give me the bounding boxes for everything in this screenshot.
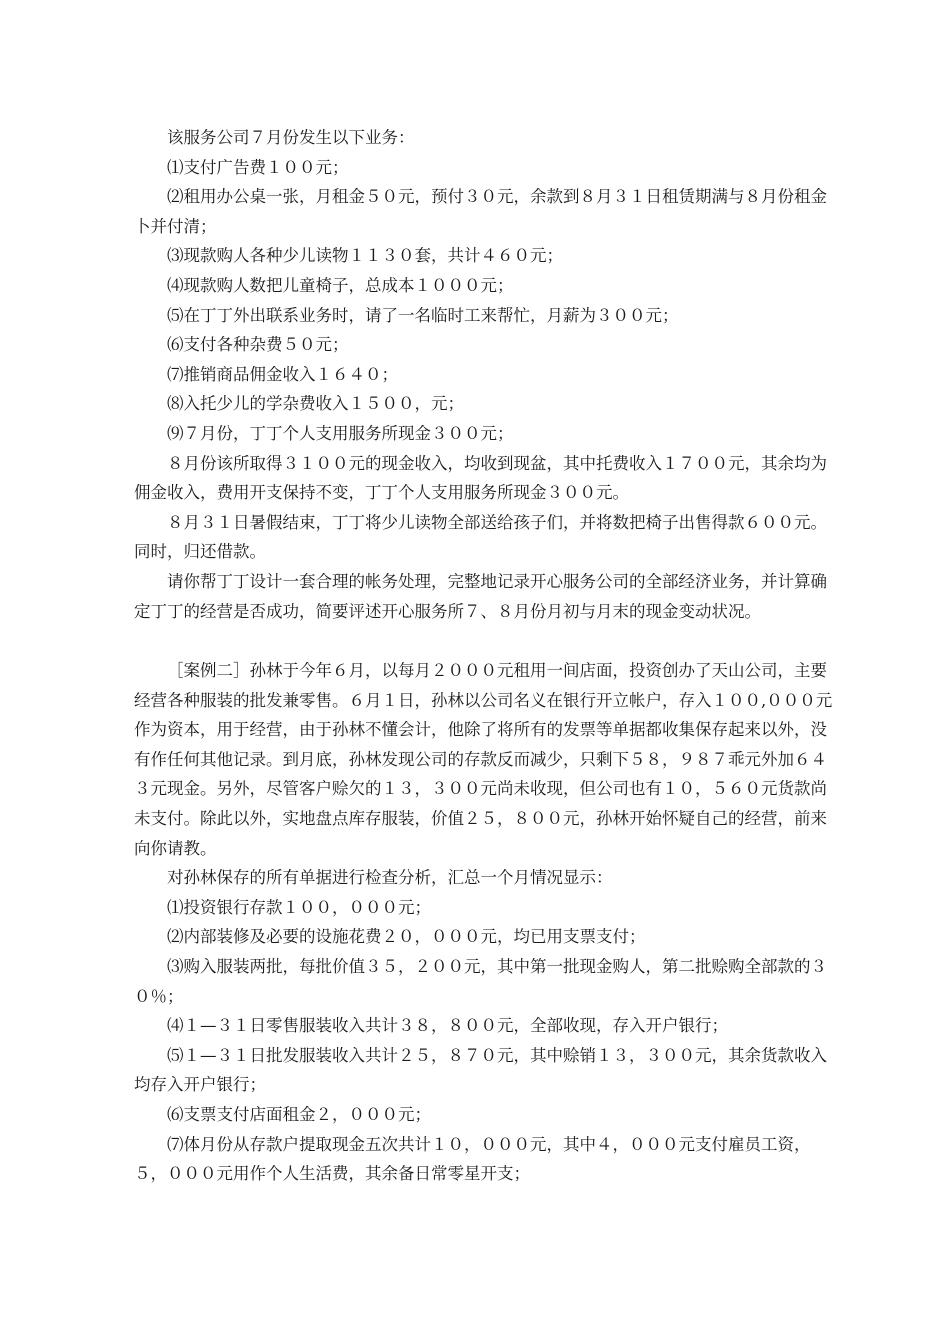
- case1-item-9: ⑼７月份，丁丁个人支用服务所现金３００元；: [167, 423, 514, 443]
- case1-item-5: ⑸在丁丁外出联系业务时，请了一名临时工来帮忙，月薪为３００元；: [167, 305, 679, 325]
- case1-item-7: ⑺推销商品佣金收入１６４０；: [167, 364, 398, 384]
- section-gap: [134, 626, 834, 656]
- case2-summary: 对孙林保存的所有单据进行检查分析，汇总一个月情况显示：: [167, 868, 613, 888]
- case2-item-1: ⑴投资银行存款１００，０００元；: [167, 897, 431, 917]
- case1-item-1: ⑴支付广告费１００元；: [167, 157, 349, 177]
- case1-item-8: ⑻入托少儿的学杂费收入１５００，元；: [167, 394, 464, 414]
- case1-item-4: ⑷现款购人数把儿童椅子，总成本１０００元；: [167, 275, 514, 295]
- case2-item-3: ⑶购入服装两批，每批价值３５，２００元，其中第一批现金购人，第二批赊购全部款的３０％；: [134, 957, 827, 1006]
- case1-intro: 该服务公司７月份发生以下业务：: [167, 128, 415, 147]
- case1-august-paragraph: ８月份该所取得３１００元的现金收入，均收到现盆，其中托费收入１７００元，其余均为佣金收入，费用开支保持不变，丁丁个人支用服务所现金３００元。: [134, 453, 827, 503]
- case1-end-paragraph: ８月３１日暑假结束，丁丁将少儿读物全部送给孩子们，并将数把椅子出售得款６００元。同时，归还借款。: [134, 512, 827, 562]
- case2-intro: ［案例二］孙林于今年６月，以每月２０００元租用一间店面，投资创办了天山公司，主要经营各种服装的批发兼零售。６月１日，孙林以公司名义在银行开立帐户，存入１００,０００元作为资本，用于经营，由于孙林不懂会计，他除了将所有的发票等单据都收集保存起来以外，没有作任何其他记录。到月底，孙林发现公司的存款反而减少，只剩下５８，９８７乖元外加６４３元现金。另外，尽管客户赊欠的１３，３００元尚未收现，但公司也有１０，５６０元货款尚未支付。除此以外，实地盘点库存服装，价值２５，８００元，孙林开始怀疑自己的经营，前来向你请教。: [134, 661, 833, 858]
- case2-item-6: ⑹支票支付店面租金２，０００元；: [167, 1105, 431, 1124]
- case1-item-3: ⑶现款购人各种少儿读物１１３０套，共计４６０元；: [167, 246, 563, 266]
- case2-item-7: ⑺体月份从存款户提取现金五次共计１０，０００元，其中４，０００元支付雇员工资，５，０００元用作个人生活费，其余备日常零星开支；: [134, 1134, 811, 1184]
- case2-item-4: ⑷１—３１日零售服装收入共计３８，８００元，全部收现，存入开户银行；: [167, 1016, 728, 1036]
- case1-question: 请你帮丁丁设计一套合理的帐务处理，完整地记录开心服务公司的全部经济业务，并计算确定丁丁的经营是否成功，简要评述开心服务所７、８月份月初与月末的现金变动状况。: [134, 571, 827, 621]
- case2-item-2: ⑵内部装修及必要的设施花费２０，０００元，均已用支票支付；: [167, 927, 646, 947]
- document-page: [134, 123, 834, 1189]
- case1-item-6: ⑹支付各种杂费５０元；: [167, 335, 349, 355]
- case2-item-5: ⑸１—３１日批发服装收入共计２５，８７０元，其中赊销１３，３００元，其余货款收入均存入开户银行；: [134, 1045, 827, 1095]
- case1-item-2: ⑵租用办公桌一张，月租金５０元，预付３０元，余款到８月３１日租赁期满与８月份租金卜并付清；: [134, 187, 827, 236]
